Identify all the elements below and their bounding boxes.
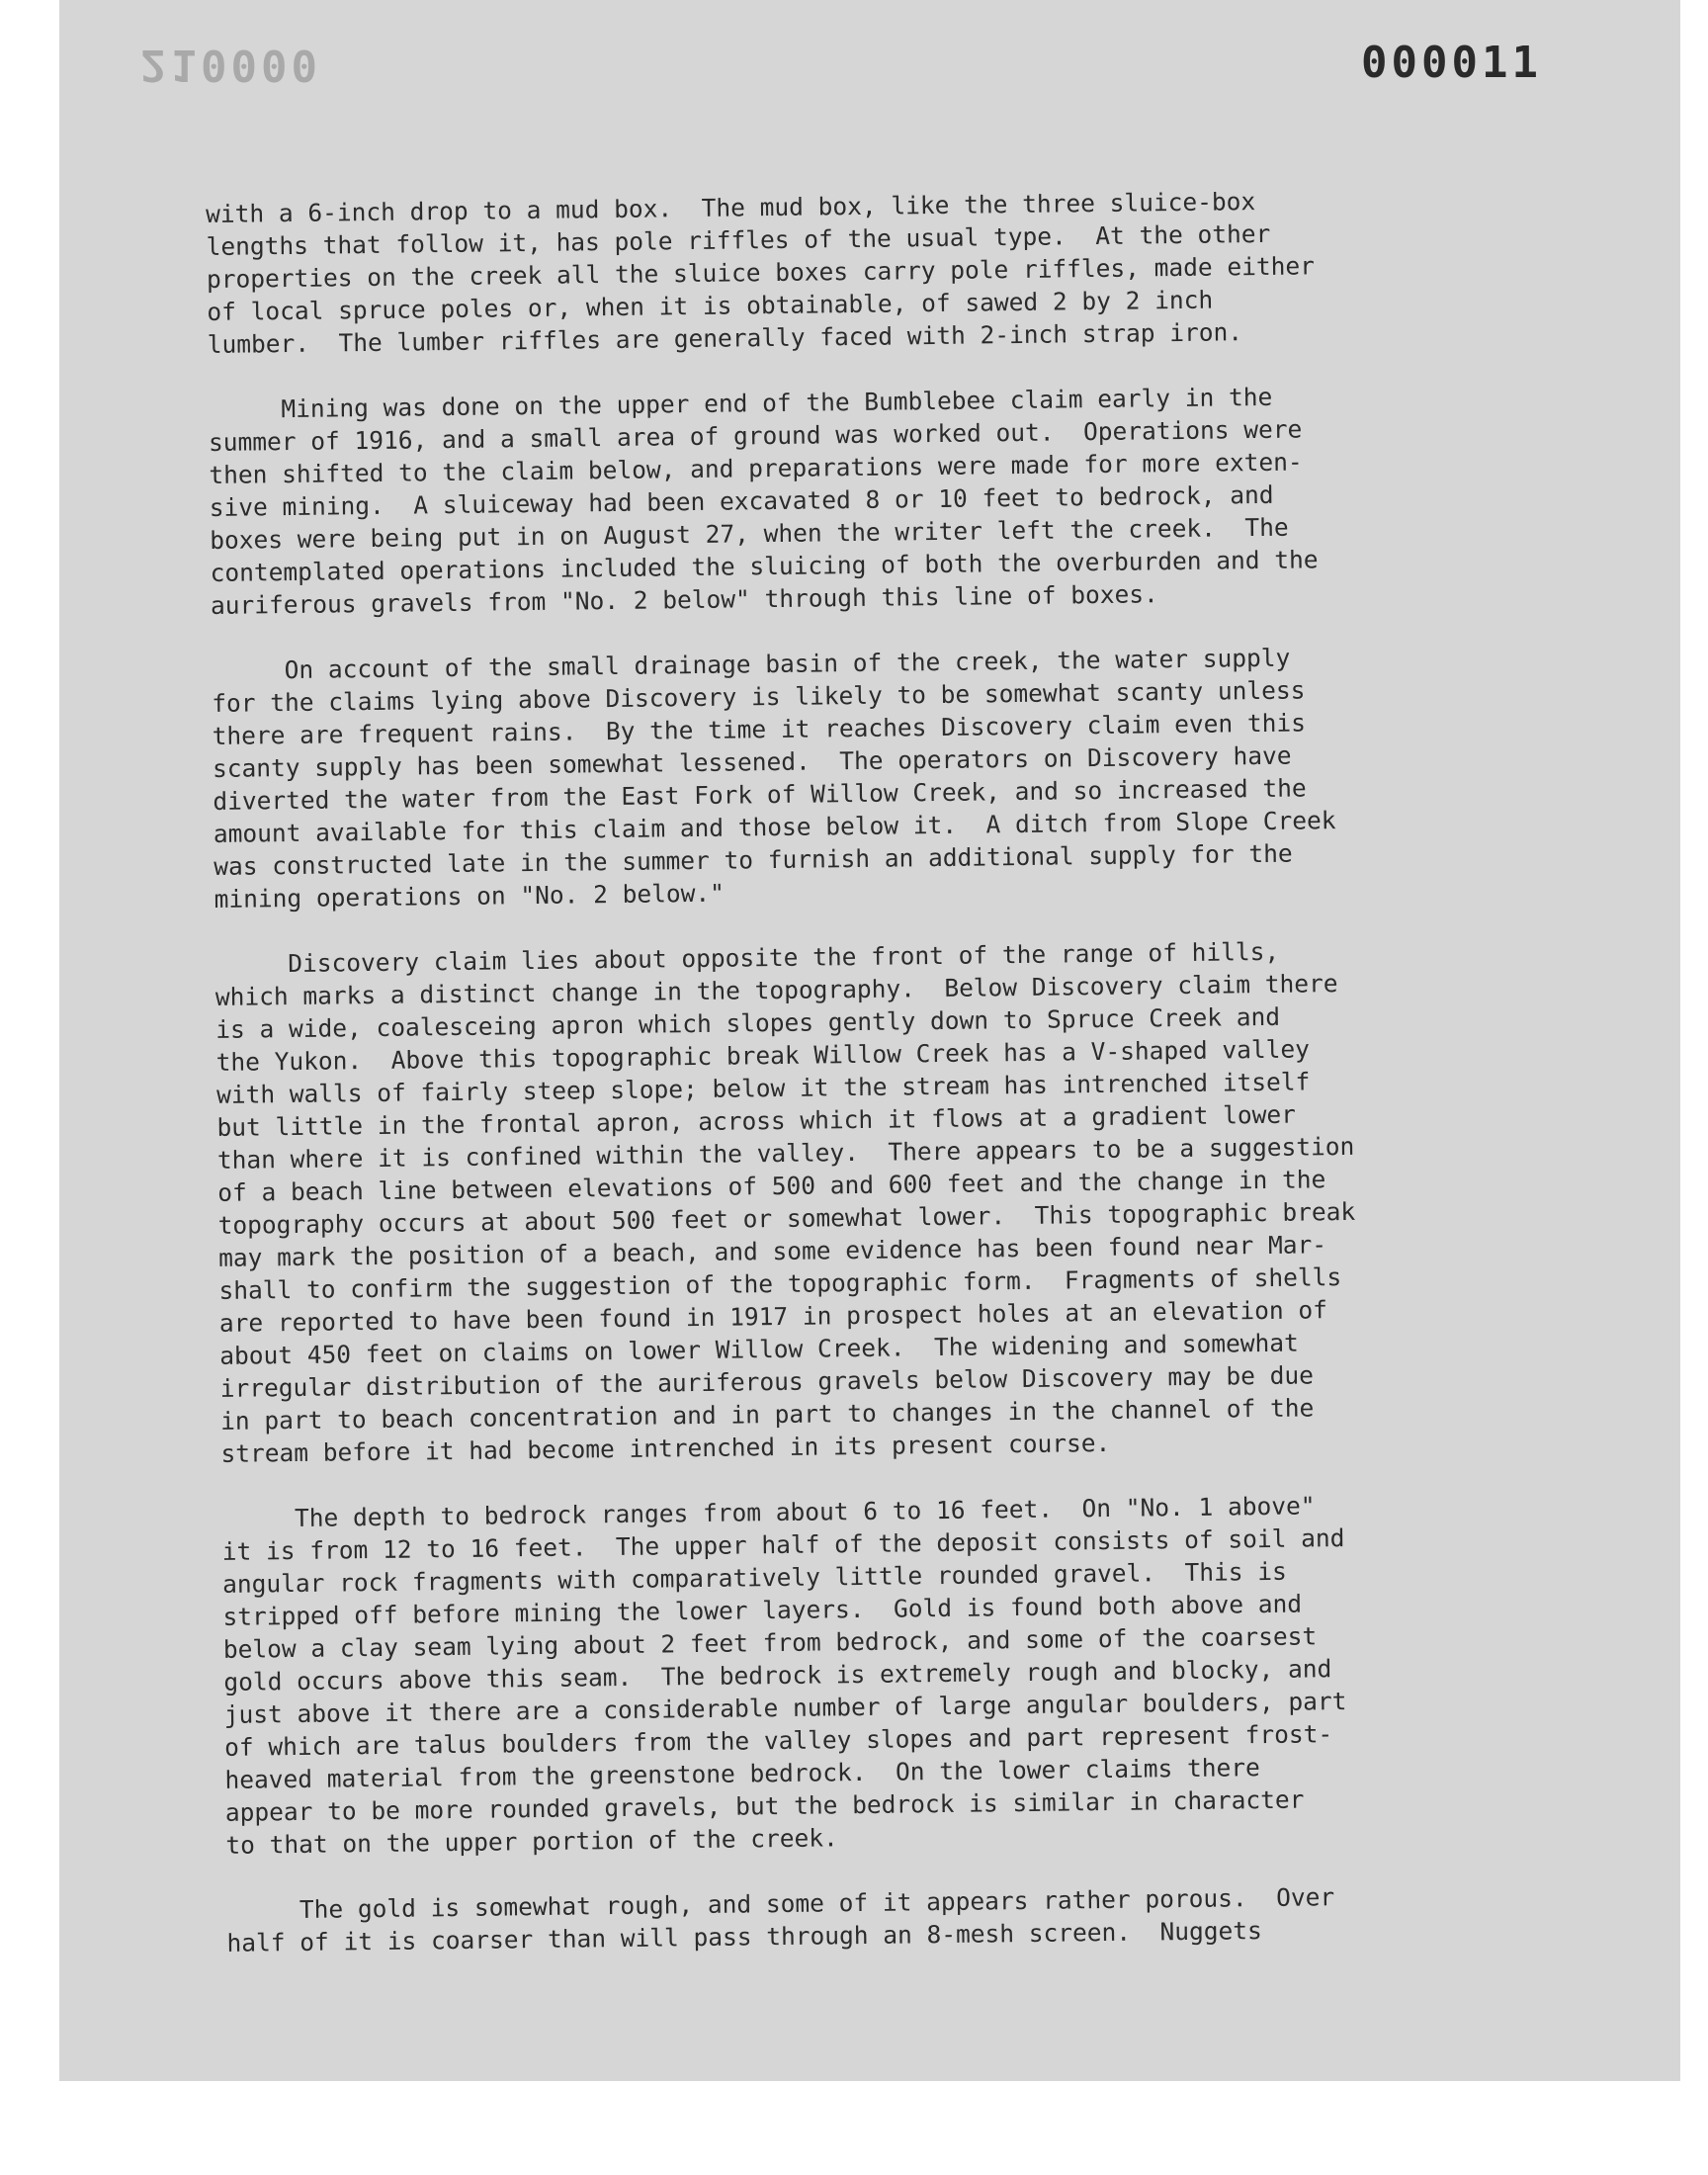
bleed-through-number: 210000 xyxy=(140,40,321,90)
paragraph-topography: Discovery claim lies about opposite the front of the range of hills, which marks a distinct change in the topography. Below Discovery claim there is a wide, coalesceing apron which slopes gently down to Spruce Creek and the Yukon. Above this topographic break Willow Creek has a V-shaped valley with walls of fairly steep slope; below it the stream has intrenched itself but little in the frontal apron, across which it flows at a gradient lower than where it is confined within the valley. There appears to be a suggestion of a beach line between elevations of 500 and 600 feet and the change in the topography occurs at about 500 feet or somewhat lower. This topographic break may mark the position of a beach, and some evidence has been found near Mar- shall to confirm the suggestion of the topographic form. Fragments of shells are reported to have been found in 1917 in prospect holes at an elevation of about 450 feet on claims on lower Willow Creek. The widening and somewhat irregular distribution of the auriferous gravels below Discovery may be due in part to beach concentration and in part to changes in the channel of the stream before it had become intrenched in its present course. xyxy=(214,936,1356,1468)
paragraph-water-supply: On account of the small drainage basin of the creek, the water supply for the claims lying above Discovery is likely to be somewhat scanty unless there are frequent rains. By the time it reaches Discovery claim even this scanty supply has been somewhat lessened. The operators on Discovery have diverted the water from the East Fork of Willow Creek, and so increased the amount available for this claim and those below it. A ditch from Slope Creek was constructed late in the summer to furnish an additional supply for the mining operations on "No. 2 below." xyxy=(211,643,1336,914)
paragraph-bumblebee-claim: Mining was done on the upper end of the Bumblebee claim early in the summer of 1916, and a small area of ground was worked out. Operations were then shifted to the claim below, and preparations were made for more exten- sive mining. A sluiceway had been excavated 8 or 10 feet to bedrock, and boxes were being put in on August 27, when the writer left the creek. The contemplated operations included the sluicing of both the overburden and the auriferous gravels from "No. 2 below" through this line of boxes. xyxy=(208,382,1319,620)
paragraph-sluice-boxes: with a 6-inch drop to a mud box. The mud box, like the three sluice-box lengths that follow it, has pole riffles of the usual type. At the other properties on the creek all the sluice boxes carry pole riffles, made either of local spruce poles or, when it is obtainable, of sawed 2 by 2 inch lumber. The lumber riffles are generally faced with 2-inch strap iron. xyxy=(206,187,1316,359)
paragraph-gold-character: The gold is somewhat rough, and some of it appears rather porous. Over half of it is coarser than will pass through an 8-mesh screen. Nuggets xyxy=(225,1882,1335,1958)
paragraph-bedrock-depth: The depth to bedrock ranges from about 6 to 16 feet. On "No. 1 above" it is from 12 to 16 feet. The upper half of the deposit consists of soil and angular rock fragments with comparatively little rounded gravel. This is stripped off before mining the lower layers. Gold is found both above and below a clay seam lying about 2 feet from bedrock, and some of the coarsest gold occurs above this seam. The bedrock is extremely rough and blocky, and just above it there are a considerable number of large angular boulders, part of which are talus boulders from the valley slopes and part represent frost- heaved material from the greenstone bedrock. On the lower claims there appear to be more rounded gravels, but the bedrock is similar in character to that on the upper portion of the creek. xyxy=(221,1491,1347,1860)
page-number: 000011 xyxy=(1361,38,1542,88)
document-body xyxy=(206,182,1532,1992)
